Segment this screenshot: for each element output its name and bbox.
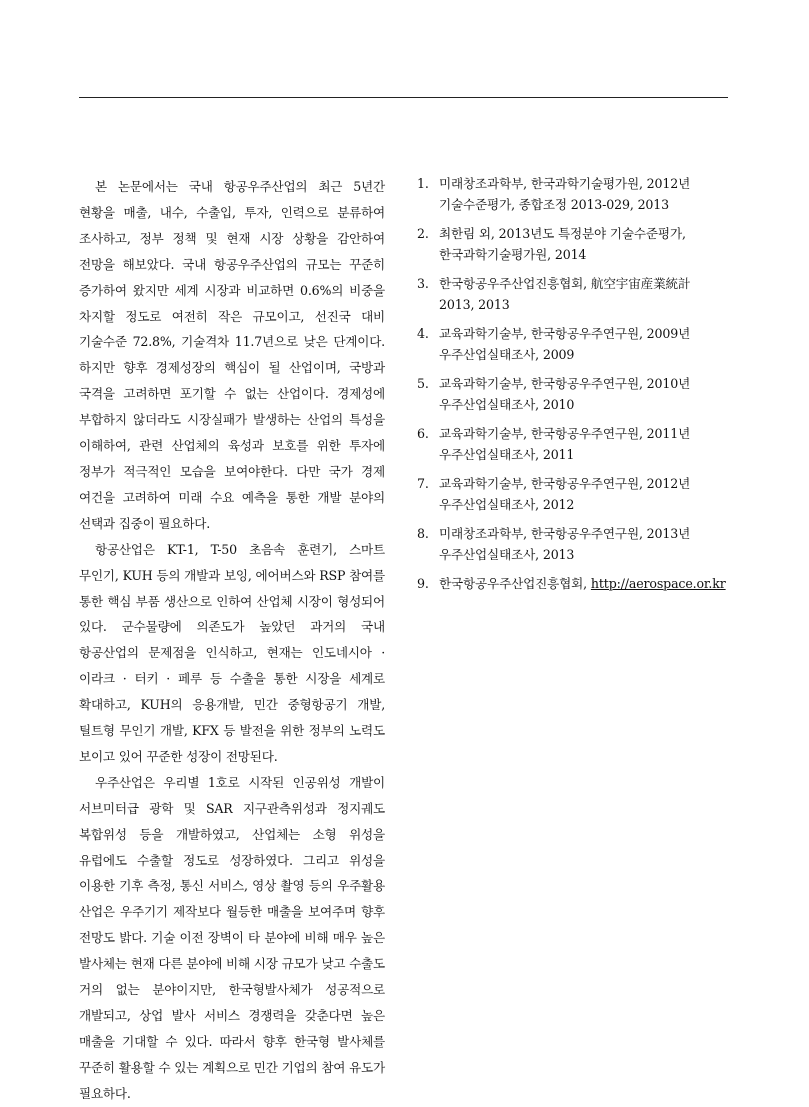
reference-item — [417, 324, 732, 365]
reference-text: 최한림 외, 2013년도 특정분야 기술수준평가, 한국과학기술평가원, 2014 — [439, 226, 686, 262]
reference-number: 7. — [417, 476, 429, 491]
reference-number: 8. — [417, 526, 429, 541]
reference-item — [417, 474, 732, 515]
paragraph-space: 우주산업은 우리별 1호로 시작된 인공위성 개발이 서브미터급 광학 및 SAR 지구관측위성과 정지궤도 복합위성 등을 개발하였고, 산업체는 소형 위성을 유럽에도 수출할 정도로 성장하였다. 그리고 위성을 이용한 기후 측정, 통신 서비스, 영상 촬영 등의 우주활용 산업은 우주기기 제작보다 월등한 매출을 보여주며 향후 전망도 밝다. 기술 이전 장벽이 타 분야에 비해 매우 높은 발사체는 현재 다른 분야에 비해 시장 규모가 낮고 수출도 거의 없는 분야이지만, 한국형발사체가 성공적으로 개발되고, 상업 발사 서비스 경쟁력을 갖춘다면 높은 매출을 기대할 수 있다. 따라서 향후 한국형 발사체를 꾸준히 활용할 수 있는 계획으로 민간 기업의 참여 유도가 필요하다. — [79, 774, 385, 1101]
reference-number: 2. — [417, 226, 429, 241]
reference-text: 교육과학기술부, 한국항공우주연구원, 2012년 우주산업실태조사, 2012 — [439, 476, 691, 512]
reference-number: 3. — [417, 276, 429, 291]
header-rule — [79, 97, 728, 98]
reference-item — [417, 174, 732, 215]
reference-item — [417, 374, 732, 415]
reference-number: 6. — [417, 426, 429, 441]
reference-item — [417, 224, 732, 265]
paragraph-aviation: 항공산업은 KT-1, T-50 초음속 훈련기, 스마트 무인기, KUH 등의 개발과 보잉, 에어버스와 RSP 참여를 통한 핵심 부품 생산으로 인하여 산업체 시장이 형성되어 있다. 군수물량에 의존도가 높았던 과거의 국내 항공산업의 문제점을 인식하고, 현재는 인도네시아 · 이라크 · 터키 · 페루 등 수출을 통한 시장을 세계로 확대하고, KUH의 응용개발, 민간 중형항공기 개발, 틸트형 무인기 개발, KFX 등 발전을 위한 정부의 노력도 보이고 있어 꾸준한 성장이 전망된다. — [79, 541, 385, 764]
reference-link[interactable]: http://aerospace.or.kr — [590, 576, 726, 591]
reference-text: 한국항공우주산업진흥협회, — [439, 576, 591, 591]
reference-text: 미래창조과학부, 한국과학기술평가원, 2012년 기술수준평가, 종합조정 2013-029, 2013 — [439, 176, 691, 212]
reference-list — [417, 174, 732, 604]
reference-text: 교육과학기술부, 한국항공우주연구원, 2011년 우주산업실태조사, 2011 — [439, 426, 691, 462]
reference-text: 한국항공우주산업진흥협회, 航空宇宙産業統計 2013, 2013 — [439, 276, 691, 312]
conclusion-body — [79, 174, 385, 1107]
reference-item — [417, 274, 732, 315]
reference-text: 교육과학기술부, 한국항공우주연구원, 2010년 우주산업실태조사, 2010 — [439, 376, 691, 412]
paragraph-overview: 본 논문에서는 국내 항공우주산업의 최근 5년간 현황을 매출, 내수, 수출입, 투자, 인력으로 분류하여 조사하고, 정부 정책 및 현재 시장 상황을 감안하여 전망을 해보았다. 국내 항공우주산업의 규모는 꾸준히 증가하여 왔지만 세계 시장과 비교하면 0.6%의 비중을 차지할 정도로 여전히 작은 규모이고, 선진국 대비 기술수준 72.8%, 기술격차 11.7년으로 낮은 단계이다. 하지만 향후 경제성장의 핵심이 될 산업이며, 국방과 국격을 고려하면 포기할 수 없는 산업이다. 경제성에 부합하지 않더라도 시장실패가 발생하는 산업의 특성을 이해하여, 관련 산업체의 육성과 보호를 위한 투자에 정부가 적극적인 모습을 보여야한다. 다만 국가 경제 여건을 고려하여 미래 수요 예측을 통한 개발 분야의 선택과 집중이 필요하다. — [79, 179, 385, 531]
reference-number: 5. — [417, 376, 429, 391]
reference-item — [417, 524, 732, 565]
reference-number: 4. — [417, 326, 429, 341]
reference-item — [417, 574, 732, 595]
reference-item — [417, 424, 732, 465]
reference-text: 미래창조과학부, 한국항공우주연구원, 2013년 우주산업실태조사, 2013 — [439, 526, 691, 562]
reference-text: 교육과학기술부, 한국항공우주연구원, 2009년 우주산업실태조사, 2009 — [439, 326, 691, 362]
reference-number: 9. — [417, 576, 429, 591]
reference-number: 1. — [417, 176, 429, 191]
